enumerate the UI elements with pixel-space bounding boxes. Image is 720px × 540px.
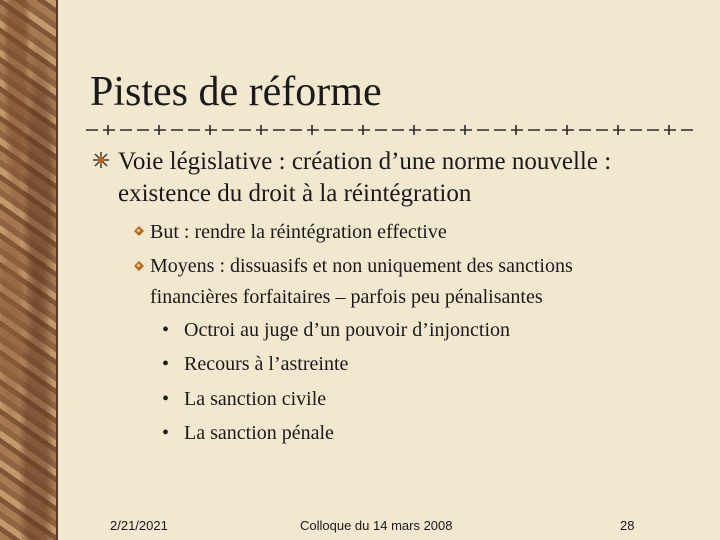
- level3-item: La sanction pénale: [184, 422, 334, 444]
- dot-bullet-icon: •: [162, 422, 170, 444]
- sidebar-edge: [56, 0, 58, 540]
- level1-line2: existence du droit à la réintégration: [118, 180, 472, 207]
- level1-line1: Voie législative : création d’une norme nouvelle :: [118, 148, 612, 175]
- snowflake-bullet-icon: [92, 151, 110, 169]
- level2-item-means: [150, 250, 710, 314]
- dot-bullet-icon: •: [162, 353, 170, 375]
- diamond-bullet-icon: [132, 224, 146, 238]
- level1-bullet-text: [118, 146, 698, 210]
- diamond-bullet-icon: [132, 259, 146, 273]
- level2-means-line1: Moyens : dissuasifs et non uniquement des sanctions: [150, 255, 573, 277]
- level2-goal-text: But : rendre la réintégration effective: [150, 221, 447, 243]
- dot-bullet-icon: •: [162, 319, 170, 341]
- level2-item-goal: [150, 216, 710, 249]
- footer-date: 2/21/2021: [110, 518, 168, 533]
- slide-title: Pistes de réforme: [90, 69, 382, 115]
- dot-bullet-icon: •: [162, 388, 170, 410]
- title-divider: [86, 124, 698, 136]
- footer-event: Colloque du 14 mars 2008: [300, 518, 453, 533]
- slide-number: 28: [620, 518, 635, 533]
- level3-item: Octroi au juge d’un pouvoir d’injonction: [184, 319, 511, 341]
- level2-means-line2: financières forfaitaires – parfois peu pénalisantes: [150, 286, 543, 308]
- marble-sidebar-decoration: [0, 0, 56, 540]
- level3-item: La sanction civile: [184, 388, 327, 410]
- level3-item: Recours à l’astreinte: [184, 353, 349, 375]
